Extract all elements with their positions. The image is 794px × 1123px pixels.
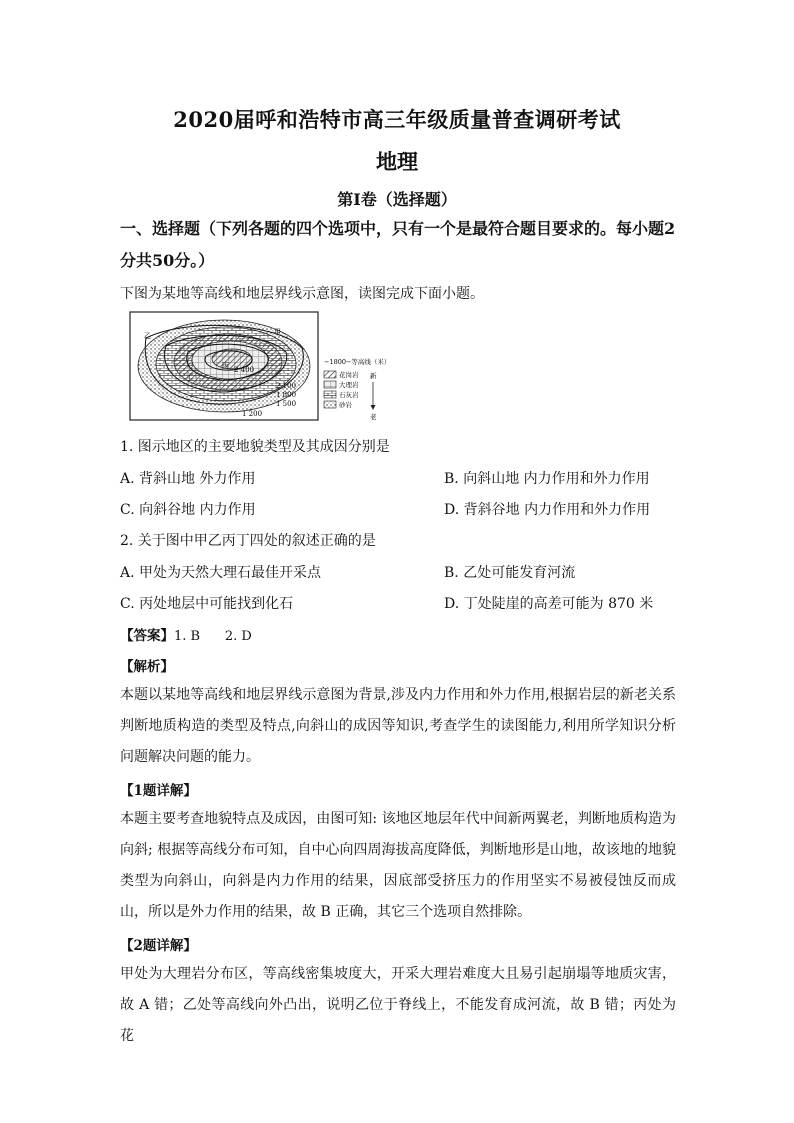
- label-ding: 丁: [186, 374, 193, 382]
- age-arrowhead: [371, 405, 376, 410]
- section-heading-line2: 分共50分。）: [120, 251, 215, 270]
- subject-title: 地理: [376, 149, 418, 174]
- answer-line: [120, 624, 252, 644]
- question-1-option-a: A. 背斜山地 外力作用: [120, 471, 256, 487]
- question-1-option-b: B. 向斜山地 内力作用和外力作用: [444, 471, 650, 487]
- question-2-option-d: D. 丁处陡崖的高差可能为 870 米: [444, 596, 654, 612]
- label-jia: 甲: [274, 328, 281, 336]
- legend-old: 老: [370, 413, 377, 421]
- legend-new: 新: [370, 372, 377, 380]
- detail-1-tag: 【1题详解】: [120, 783, 197, 799]
- contour-2100: 2 100: [276, 382, 297, 390]
- intro-text: 下图为某地等高线和地层界线示意图，读图完成下面小题。: [120, 286, 484, 302]
- volume-title: 第I卷（选择题）: [337, 190, 457, 209]
- contour-2400: 2 400: [234, 366, 255, 374]
- question-2-stem: 2. 关于图中甲乙丙丁四处的叙述正确的是: [120, 533, 376, 549]
- exam-title: 2020届呼和浩特市高三年级质量普查调研考试: [173, 107, 621, 132]
- detail-2-tag: 【2题详解】: [120, 938, 197, 954]
- question-2-option-c: C. 丙处地层中可能找到化石: [120, 596, 294, 612]
- contour-geology-figure: [126, 308, 422, 424]
- answer-tag: 【答案】: [120, 628, 174, 644]
- legend-sandstone: 砂岩: [339, 401, 352, 409]
- answer-text: 1. B 2. D: [174, 629, 252, 644]
- contour-1800: 1 800: [276, 391, 297, 399]
- legend-granite: 花岗岩: [339, 371, 359, 379]
- section-heading-line1: 一、选择题（下列各题的四个选项中，只有一个是最符合题目要求的。每小题2: [120, 219, 676, 238]
- contour-1500: 1 500: [276, 400, 297, 408]
- question-1-option-c: C. 向斜谷地 内力作用: [120, 502, 256, 518]
- detail-1-text: 本题主要考查地貌特点及成因，由图可知: 该地区地层年代中间新两翼老，判断地质构造为向斜; 根据等高线分布可知，自中心向四周海拔高度降低，判断地形是山地，故该地的地貌类型为向斜山，向斜是内力作用的结果，因底部受挤压力的作用坚实不易被侵蚀反而成山，所以是外力作用的结果，故 B 正确，其它三个选项自然排除。: [120, 811, 676, 920]
- label-bing: 丙: [222, 362, 229, 370]
- figure-legend: [324, 357, 390, 421]
- analysis-text: 本题以某地等高线和地层界线示意图为背景,涉及内力作用和外力作用,根据岩层的新老关系判断地质构造的类型及特点,向斜山的成因等知识,考查学生的读图能力,利用所学知识分析问题解决问题的能力。: [120, 687, 676, 765]
- question-2-option-a: A. 甲处为天然大理石最佳开采点: [120, 565, 322, 581]
- legend-contour: −1800−等高线（米）: [324, 358, 391, 366]
- question-1-option-d: D. 背斜谷地 内力作用和外力作用: [444, 502, 651, 518]
- contour-1200: 1 200: [242, 410, 263, 418]
- analysis-tag: 【解析】: [120, 659, 174, 675]
- legend-marble: 大理岩: [339, 381, 359, 389]
- detail-2-text: 甲处为大理岩分布区，等高线密集坡度大，开采大理岩难度大且易引起崩塌等地质灾害，故 A 错；乙处等高线向外凸出，说明乙位于脊线上，不能发育成河流，故 B 错；丙处为花: [120, 966, 676, 1044]
- legend-limestone: 石灰岩: [339, 391, 359, 399]
- question-2-option-b: B. 乙处可能发育河流: [444, 565, 576, 581]
- question-1-stem: 1. 图示地区的主要地貌类型及其成因分别是: [120, 439, 390, 455]
- label-yi: 乙: [144, 332, 151, 340]
